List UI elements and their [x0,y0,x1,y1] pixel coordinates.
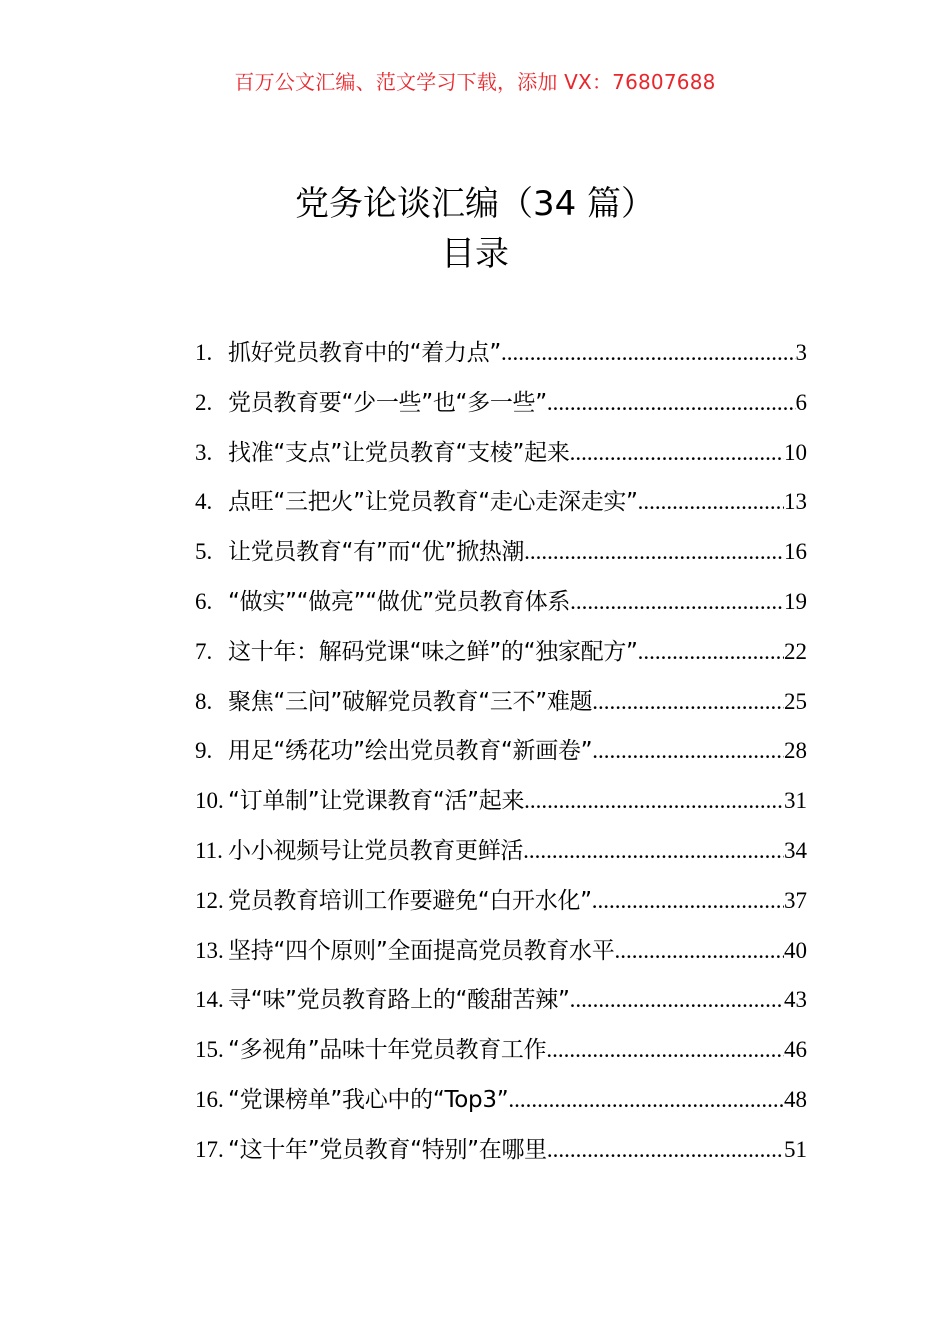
toc-entry-title: 这十年：解码党课“味之鲜”的“独家配方” [228,638,638,665]
toc-entry-title: 找准“支点”让党员教育“支棱”起来 [228,439,570,466]
toc-entry-page: 16 [784,539,807,565]
toc-entry-number: 14. [195,987,224,1013]
toc-heading: 目录 [441,234,509,274]
toc-entry[interactable] [195,682,807,732]
toc-entry[interactable] [195,333,807,383]
toc-entry[interactable] [195,632,807,682]
toc-entry-number: 17. [195,1136,224,1162]
toc-entry-title: “多视角”品味十年党员教育工作 [228,1037,547,1064]
toc-dot-leader [570,582,784,622]
toc-entry-number: 9. [195,738,213,764]
toc-dot-leader [524,781,784,821]
toc-dot-leader [638,482,784,522]
toc-entry-number: 11. [195,837,223,863]
toc-entry[interactable] [195,1030,807,1080]
toc-entry-title: 抓好党员教育中的“着力点” [228,340,501,366]
toc-dot-leader [570,433,784,473]
toc-entry-page: 48 [784,1086,807,1112]
toc-dot-leader [614,931,784,971]
toc-entry-page: 37 [784,887,807,913]
toc-entry-number: 4. [195,489,213,515]
toc-entry-title: 小小视频号让党员教育更鲜活 [228,837,524,864]
toc-entry-title: 用足“绣花功”绘出党员教育“新画卷” [228,738,593,765]
toc-entry[interactable] [195,881,807,931]
toc-entry-number: 15. [195,1037,224,1063]
toc-entry-title: 聚焦“三问”破解党员教育“三不”难题 [228,688,593,715]
toc-entry-number: 8. [195,688,213,714]
toc-dot-leader [638,632,784,672]
toc-entry-number: 3. [195,439,213,465]
toc-entry-title: 让党员教育“有”而“优”掀热潮 [228,539,525,566]
toc-entry[interactable] [195,1130,807,1180]
toc-entry-page: 34 [784,837,807,863]
toc-entry[interactable] [195,731,807,781]
toc-entry-number: 10. [195,788,224,814]
toc-entry[interactable] [195,781,807,831]
toc-entry-page: 43 [784,987,807,1013]
toc-entry-page: 19 [784,588,807,614]
toc-entry-number: 6. [195,588,213,614]
toc-dot-leader [592,731,784,771]
toc-dot-leader [524,532,784,572]
toc-entry-title: “订单制”让党课教育“活”起来 [228,788,525,815]
toc-entry-page: 40 [784,937,807,963]
toc-dot-leader [547,383,796,423]
toc-entry-title: 党员教育培训工作要避免“白开水化” [228,887,592,914]
toc-entry-number: 2. [195,389,213,415]
toc-entry[interactable] [195,931,807,981]
toc-entry-title: “这十年”党员教育“特别”在哪里 [228,1136,547,1163]
table-of-contents [195,333,807,1180]
toc-dot-leader [546,1030,784,1070]
toc-entry-title: “党课榜单”我心中的“Top3” [228,1086,509,1113]
toc-entry-page: 6 [795,389,807,415]
toc-entry-page: 51 [784,1136,807,1162]
toc-dot-leader [547,1130,784,1170]
toc-entry-number: 5. [195,539,213,565]
toc-entry-title: 党员教育要“少一些”也“多一些” [228,389,547,416]
toc-entry[interactable] [195,831,807,881]
toc-entry-page: 46 [784,1037,807,1063]
toc-entry[interactable] [195,433,807,483]
toc-entry-title: 点旺“三把火”让党员教育“走心走深走实” [228,489,638,516]
toc-dot-leader [592,881,784,921]
toc-entry[interactable] [195,1080,807,1130]
toc-entry[interactable] [195,383,807,433]
toc-entry[interactable] [195,482,807,532]
toc-entry-page: 10 [784,439,807,465]
watermark-header: 百万公文汇编、范文学习下载，添加 VX：76807688 [234,70,716,94]
toc-dot-leader [508,1080,784,1120]
toc-entry-page: 22 [784,638,807,664]
toc-entry-page: 28 [784,738,807,764]
toc-entry-number: 7. [195,638,213,664]
toc-entry-number: 1. [195,340,213,365]
toc-entry-page: 3 [795,340,807,365]
toc-entry[interactable] [195,582,807,632]
toc-dot-leader [570,980,784,1020]
toc-dot-leader [501,333,796,373]
page-title: 党务论谈汇编（34 篇） [294,184,656,224]
toc-entry[interactable] [195,532,807,582]
toc-entry-title: “做实”“做亮”“做优”党员教育体系 [228,588,571,615]
toc-entry-page: 25 [784,688,807,714]
toc-dot-leader [592,682,784,722]
toc-entry-title: 坚持“四个原则”全面提高党员教育水平 [228,937,615,964]
toc-entry-page: 13 [784,489,807,515]
toc-entry[interactable] [195,980,807,1030]
toc-entry-number: 13. [195,937,224,963]
toc-dot-leader [523,831,784,871]
toc-entry-page: 31 [784,788,807,814]
toc-entry-number: 12. [195,887,224,913]
toc-entry-title: 寻“味”党员教育路上的“酸甜苦辣” [228,987,570,1014]
toc-entry-number: 16. [195,1086,224,1112]
